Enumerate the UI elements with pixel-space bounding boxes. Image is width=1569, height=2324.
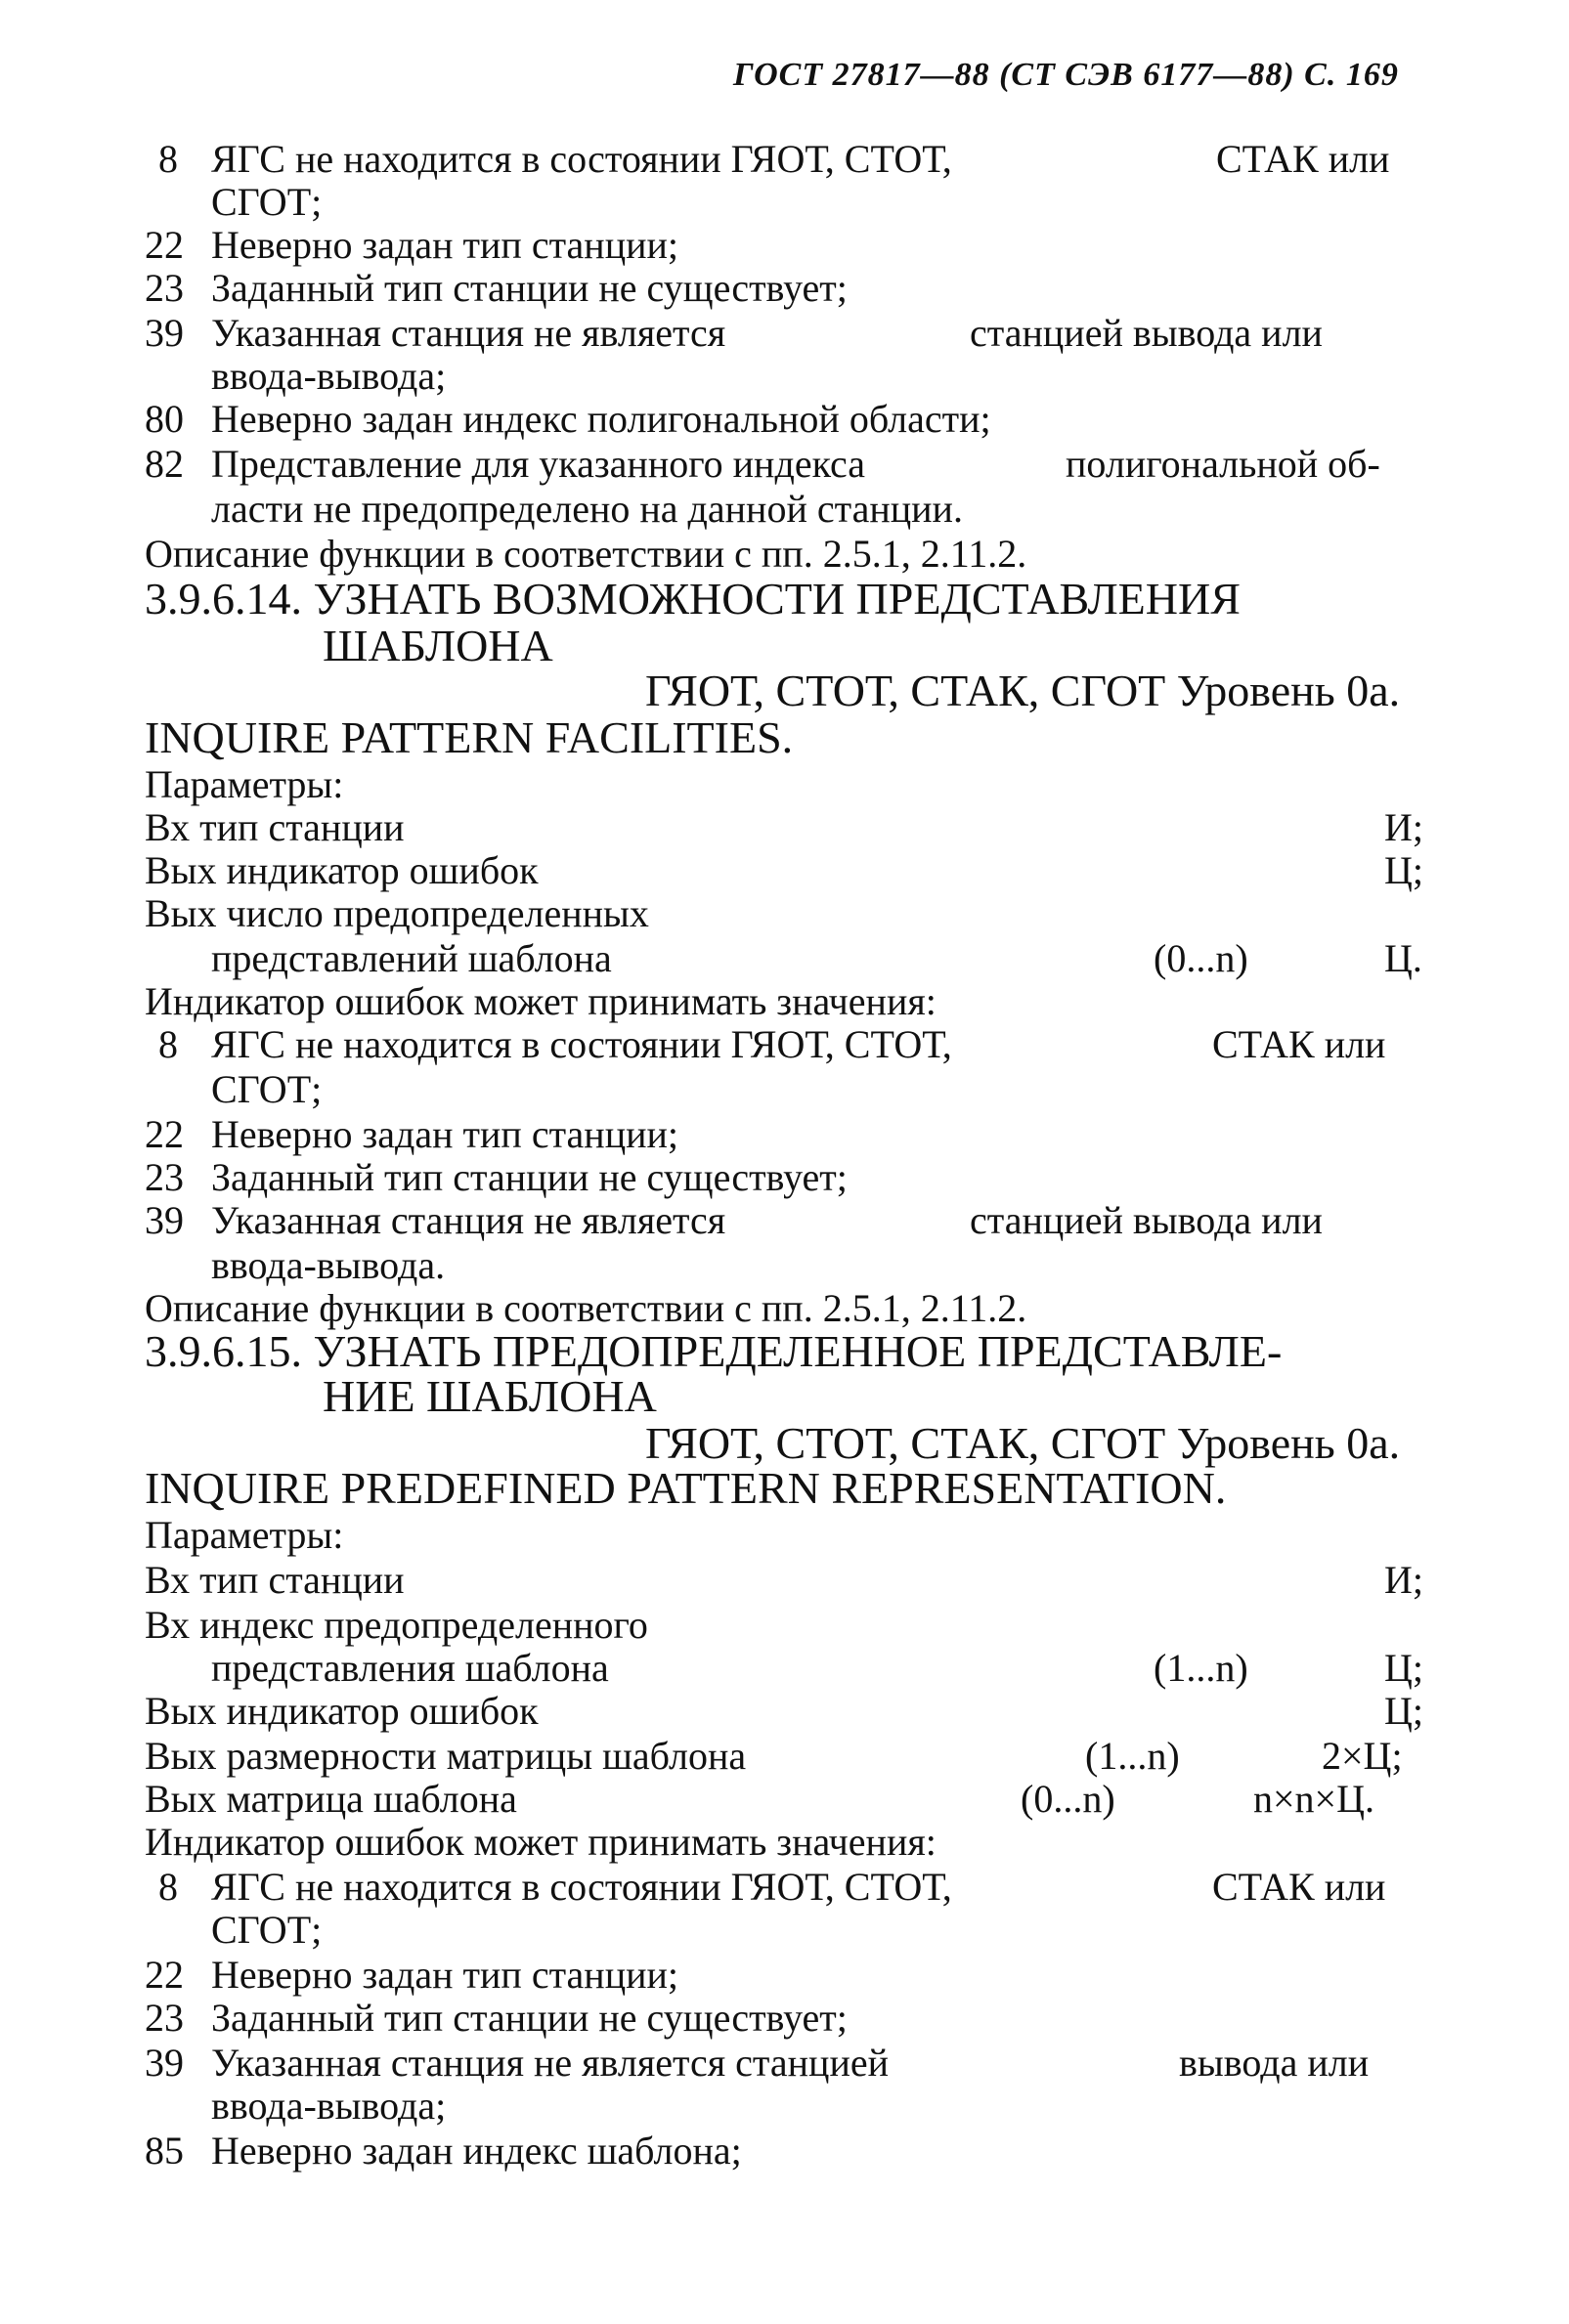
error-text: Указанная станция не является — [211, 1198, 726, 1242]
error-num: 39 — [145, 311, 184, 355]
param-type: И; — [1384, 1558, 1423, 1602]
param-label: Вых матрица шаблона — [145, 1777, 517, 1821]
error-num: 85 — [145, 2129, 184, 2173]
error-num: 22 — [145, 223, 184, 267]
error-text-cont: СГОТ; — [211, 1067, 323, 1111]
function-name: INQUIRE PATTERN FACILITIES. — [145, 712, 794, 762]
error-text-right: полигональной об- — [1066, 442, 1380, 486]
param-label: Вх тип станции — [145, 805, 405, 849]
param-range: (1...n) — [1154, 1646, 1248, 1690]
params-label: Параметры: — [145, 1513, 344, 1557]
error-text-cont: СГОТ; — [211, 180, 323, 224]
param-label: представлений шаблона — [211, 936, 612, 980]
function-description: Описание функции в соответствии с пп. 2.5.1, 2.11.2. — [145, 1286, 1027, 1330]
error-text: Неверно задан индекс полигональной области; — [211, 397, 991, 441]
error-text: Указанная станция не является — [211, 311, 726, 355]
error-text: Заданный тип станции не существует; — [211, 1996, 848, 2040]
error-text-cont: ввода-вывода; — [211, 354, 447, 398]
param-range: (0...n) — [1154, 936, 1248, 980]
param-label: Вх индекс предопределенного — [145, 1603, 648, 1647]
params-label: Параметры: — [145, 762, 344, 806]
param-type: Ц; — [1384, 848, 1423, 892]
param-label: представления шаблона — [211, 1646, 609, 1690]
error-num: 23 — [145, 1996, 184, 2040]
param-type: n×n×Ц. — [1253, 1777, 1375, 1821]
error-text-right: СТАК или — [1212, 1022, 1386, 1066]
error-text: Неверно задан индекс шаблона; — [211, 2129, 742, 2173]
param-type: Ц. — [1384, 936, 1422, 980]
param-type: Ц; — [1384, 1689, 1423, 1733]
error-text: Неверно задан тип станции; — [211, 223, 679, 267]
error-text-cont: ласти не предопределено на данной станции. — [211, 487, 963, 531]
section-title: 3.9.6.15. УЗНАТЬ ПРЕДОПРЕДЕЛЕННОЕ ПРЕДСТАВЛЕ- — [145, 1326, 1283, 1376]
param-label: Вых размерности матрицы шаблона — [145, 1734, 747, 1778]
error-text-cont: СГОТ; — [211, 1908, 323, 1952]
error-text: ЯГС не находится в состоянии ГЯОТ, СТОТ, — [211, 137, 952, 181]
param-label: Вых число предопределенных — [145, 891, 649, 935]
error-num: 23 — [145, 1155, 184, 1199]
error-text: Неверно задан тип станции; — [211, 1112, 679, 1156]
error-num: 80 — [145, 397, 184, 441]
section-title-cont: НИЕ ШАБЛОНА — [323, 1371, 657, 1421]
error-text-right: станцией вывода или — [970, 311, 1323, 355]
function-description: Описание функции в соответствии с пп. 2.5.1, 2.11.2. — [145, 532, 1027, 576]
error-num: 8 — [158, 137, 178, 181]
error-num: 22 — [145, 1112, 184, 1156]
param-range: (0...n) — [1021, 1777, 1115, 1821]
function-name: INQUIRE PREDEFINED PATTERN REPRESENTATION. — [145, 1463, 1227, 1513]
section-title: 3.9.6.14. УЗНАТЬ ВОЗМОЖНОСТИ ПРЕДСТАВЛЕНИЯ — [145, 574, 1241, 624]
section-level: ГЯОТ, СТОТ, СТАК, СГОТ Уровень 0а. — [645, 1418, 1401, 1468]
page-header: ГОСТ 27817—88 (СТ СЭВ 6177—88) С. 169 — [733, 57, 1399, 93]
param-type: Ц; — [1384, 1646, 1423, 1690]
error-text-right: СТАК или — [1212, 1865, 1386, 1909]
error-num: 39 — [145, 2041, 184, 2085]
error-text: Заданный тип станции не существует; — [211, 266, 848, 310]
error-text: Заданный тип станции не существует; — [211, 1155, 848, 1199]
param-type: И; — [1384, 805, 1423, 849]
error-intro: Индикатор ошибок может принимать значения: — [145, 979, 937, 1023]
section-title-cont: ШАБЛОНА — [323, 621, 553, 670]
error-text-cont: ввода-вывода; — [211, 2084, 447, 2128]
error-text-right: СТАК или — [1216, 137, 1390, 181]
error-num: 8 — [158, 1865, 178, 1909]
error-num: 82 — [145, 442, 184, 486]
error-num: 23 — [145, 266, 184, 310]
error-text: ЯГС не находится в состоянии ГЯОТ, СТОТ, — [211, 1022, 952, 1066]
error-text: ЯГС не находится в состоянии ГЯОТ, СТОТ, — [211, 1865, 952, 1909]
param-label: Вх тип станции — [145, 1558, 405, 1602]
param-range: (1...n) — [1085, 1734, 1180, 1778]
error-num: 39 — [145, 1198, 184, 1242]
error-text: Представление для указанного индекса — [211, 442, 866, 486]
param-type: 2×Ц; — [1322, 1734, 1403, 1778]
error-text-cont: ввода-вывода. — [211, 1243, 446, 1287]
error-text-right: вывода или — [1179, 2041, 1370, 2085]
error-num: 22 — [145, 1953, 184, 1997]
section-level: ГЯОТ, СТОТ, СТАК, СГОТ Уровень 0а. — [645, 666, 1401, 715]
param-label: Вых индикатор ошибок — [145, 848, 539, 892]
error-text-right: станцией вывода или — [970, 1198, 1323, 1242]
error-text: Указанная станция не является станцией — [211, 2041, 890, 2085]
error-text: Неверно задан тип станции; — [211, 1953, 679, 1997]
error-intro: Индикатор ошибок может принимать значения: — [145, 1820, 937, 1864]
param-label: Вых индикатор ошибок — [145, 1689, 539, 1733]
error-num: 8 — [158, 1022, 178, 1066]
